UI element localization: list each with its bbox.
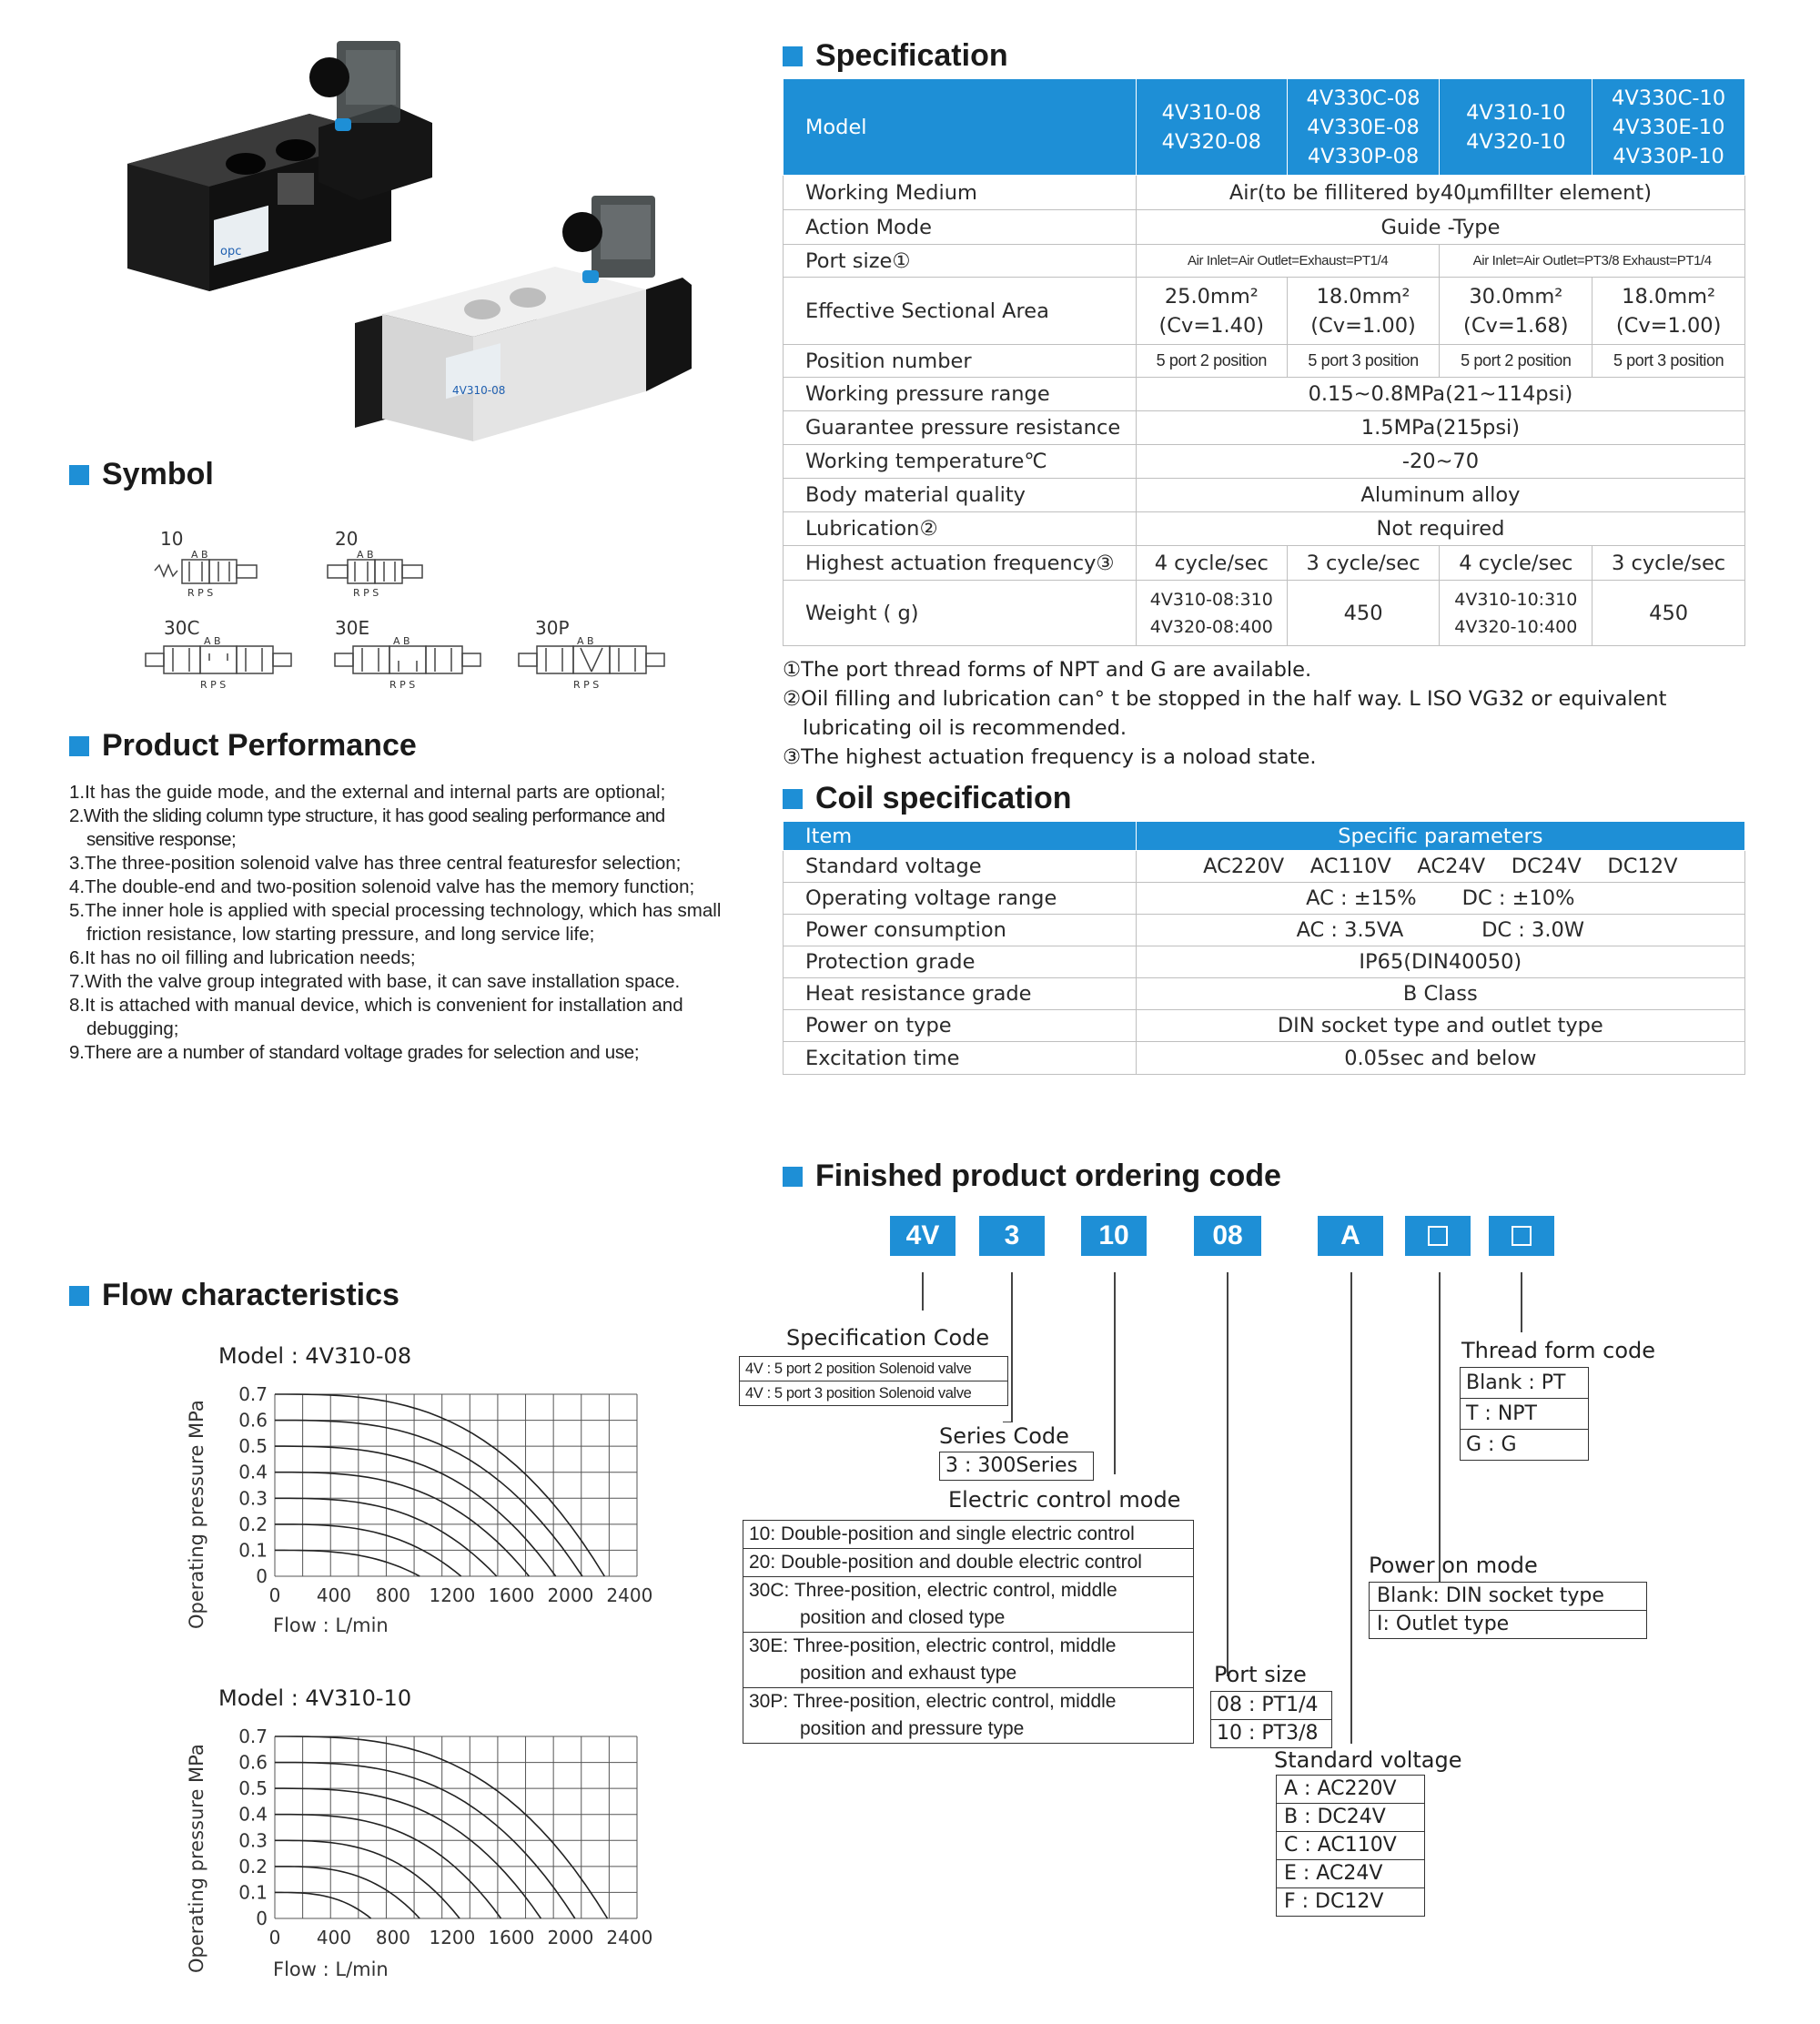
series-code-box: [939, 1452, 1094, 1481]
area-value: 25.0mm²: [1164, 284, 1259, 309]
pressure-curve: [275, 1892, 371, 1918]
coil-header-params: Specific parameters: [1136, 822, 1744, 851]
list-item: 8.It is attached with manual device, which is convenient for installation and debugging;: [69, 995, 683, 1039]
thread-title: Thread form code: [1461, 1338, 1656, 1363]
series-code-title: Series Code: [939, 1423, 1069, 1449]
connector-line: [1114, 1272, 1116, 1474]
spec-row-value: Air Inlet=Air Outlet=PT3/8 Exhaust=PT1/4: [1440, 245, 1745, 278]
flow-chart-2: [218, 1725, 655, 1953]
list-item: 9.There are a number of standard voltage grades for selection and use;: [69, 1042, 640, 1063]
y-tick-label: 0.7: [238, 1725, 268, 1747]
symbol-10-bottom: R P S: [187, 587, 214, 598]
list-item: 08 : PT1/4: [1211, 1692, 1331, 1720]
code-thread: [1489, 1216, 1554, 1256]
blank-square-icon: [1512, 1226, 1532, 1246]
coil-row-label: Heat resistance grade: [784, 978, 1137, 1010]
y-tick-label: 0: [256, 1908, 268, 1929]
spec-row-label: Working temperature℃: [784, 445, 1137, 479]
thread-box: [1460, 1367, 1589, 1461]
coil-table: [783, 821, 1745, 1075]
frequency-value: 3 cycle/sec: [1287, 546, 1440, 581]
symbol-label-30c: 30C: [164, 617, 200, 639]
frequency-value: 3 cycle/sec: [1592, 546, 1745, 581]
y-tick-label: 0.4: [238, 1461, 268, 1483]
list-item: 5.The inner hole is applied with special processing technology, which has small friction resistance, low starting pressure, and long service life;: [69, 900, 722, 945]
spec-model-label: Model: [784, 79, 1137, 176]
weight-value: 450: [1592, 581, 1745, 646]
symbol-20-ports: A B: [357, 551, 374, 561]
model-cell: 4V330E-10: [1612, 115, 1725, 139]
spec-code-box: [739, 1356, 1008, 1406]
model-cell: 4V330P-10: [1613, 144, 1724, 168]
power-mode-title: Power on mode: [1369, 1553, 1538, 1578]
code-port: 08: [1194, 1216, 1261, 1256]
list-item: Blank: DIN socket type: [1370, 1583, 1646, 1611]
list-item: C : AC110V: [1277, 1832, 1424, 1860]
list-item-text: 30P: Three-position, electric control, middle: [749, 1691, 1117, 1712]
coil-heading: Coil specification: [783, 781, 1072, 816]
model-label: 4V310-08: [452, 384, 506, 397]
symbol-label-30p: 30P: [535, 617, 570, 639]
symbol-30p-bottom: R P S: [573, 679, 600, 691]
list-item: B : DC24V: [1277, 1804, 1424, 1832]
heading-square-icon: [69, 1286, 89, 1306]
area-value: (Cv=1.68): [1463, 313, 1569, 338]
list-item: 3.The three-position solenoid valve has three central featuresfor selection;: [69, 853, 682, 874]
flow-heading: Flow characteristics: [69, 1278, 399, 1313]
coil-row-label: Power consumption: [784, 915, 1137, 946]
coil-row-label: Excitation time: [784, 1042, 1137, 1075]
y-tick-label: 0.2: [238, 1513, 268, 1535]
list-item: [743, 1549, 1193, 1577]
list-item: 6.It has no oil filling and lubrication needs;: [69, 947, 416, 968]
spec-row-label: Body material quality: [784, 479, 1137, 512]
list-item: 2.With the sliding column type structure, it has good sealing performance and sensitive response;: [69, 805, 665, 850]
model-cell: 4V330C-10: [1612, 86, 1726, 110]
x-tick-label: 1200: [429, 1584, 476, 1606]
electric-mode-box: [743, 1520, 1194, 1744]
spec-row-label: Lubrication②: [784, 512, 1137, 546]
coil-row-label: Protection grade: [784, 946, 1137, 978]
spec-row-label: Guarantee pressure resistance: [784, 411, 1137, 445]
y-tick-label: 0.2: [238, 1855, 268, 1877]
model-cell: 4V320-08: [1161, 129, 1261, 154]
connector-line: [1350, 1272, 1352, 1744]
spec-row-value: Aluminum alloy: [1136, 479, 1744, 512]
symbol-30c-bottom: R P S: [200, 679, 227, 691]
x-tick-label: 1600: [488, 1584, 535, 1606]
symbol-heading: Symbol: [69, 457, 214, 492]
y-tick-label: 0.1: [238, 1539, 268, 1562]
model-cell: 4V330E-08: [1307, 115, 1420, 139]
spec-row-label: Port size①: [784, 245, 1137, 278]
brand-label: opc: [220, 245, 242, 258]
heading-square-icon: [783, 789, 803, 809]
blank-square-icon: [1428, 1226, 1448, 1246]
weight-value: 4V310-10:310: [1454, 589, 1578, 610]
list-item: I: Outlet type: [1377, 1613, 1510, 1635]
list-item: F : DC12V: [1284, 1890, 1384, 1913]
connector-line: [1011, 1272, 1013, 1422]
position-value: 5 port 2 position: [1440, 345, 1592, 378]
y-tick-label: 0.3: [238, 1829, 268, 1852]
list-item: Blank : PT: [1461, 1368, 1588, 1399]
list-item: [743, 1521, 1193, 1549]
spec-row-value: -20~70: [1136, 445, 1744, 479]
chart2-title: Model : 4V310-10: [218, 1685, 412, 1711]
x-tick-label: 2400: [606, 1584, 653, 1606]
symbol-30c-ports: A B: [204, 637, 221, 647]
spec-row-value: 0.15~0.8MPa(21~114psi): [1136, 378, 1744, 411]
specification-heading: Specification: [783, 38, 1008, 74]
coil-row-value: 0.05sec and below: [1136, 1042, 1744, 1075]
x-tick-label: 1200: [429, 1927, 476, 1948]
pressure-curve: [275, 1788, 541, 1918]
symbol-30e-ports: A B: [393, 637, 410, 647]
pressure-curve: [275, 1446, 556, 1576]
model-cell: 4V330C-08: [1306, 86, 1421, 110]
spec-row-value: Air(to be fillitered by40μmfillter element): [1136, 176, 1744, 210]
x-tick-label: 2000: [547, 1584, 594, 1606]
list-item-text: position and closed type: [800, 1607, 1006, 1628]
voltage-title: Standard voltage: [1274, 1747, 1462, 1773]
list-item: T : NPT: [1461, 1399, 1588, 1430]
model-cell: 4V310-08: [1161, 100, 1261, 125]
spec-notes: [783, 655, 1756, 772]
symbol-30e-diagram: [333, 637, 488, 692]
coil-row-label: Operating voltage range: [784, 883, 1137, 915]
spec-row-label: Weight ( g): [784, 581, 1137, 646]
note-3: ③The highest actuation frequency is a noload state.: [783, 745, 1317, 769]
coil-row-value: IP65(DIN40050): [1136, 946, 1744, 978]
code-power-mode: [1405, 1216, 1471, 1256]
symbol-10-diagram: [153, 551, 262, 598]
list-item: 4V : 5 port 2 position Solenoid valve: [740, 1357, 1007, 1381]
symbol-30e-bottom: R P S: [389, 679, 416, 691]
heading-square-icon: [783, 1167, 803, 1187]
symbol-30c-diagram: [144, 637, 298, 692]
spec-code-title: Specification Code: [786, 1325, 990, 1351]
coil-row-value: B Class: [1136, 978, 1744, 1010]
area-value: (Cv=1.40): [1158, 313, 1265, 338]
list-item: 4V : 5 port 3 position Solenoid valve: [745, 1385, 972, 1402]
port-size-box: [1210, 1691, 1332, 1748]
valve-image-white: [355, 187, 710, 450]
coil-row-value: AC : 3.5VA DC : 3.0W: [1136, 915, 1744, 946]
flow-chart-1: [218, 1383, 655, 1611]
coil-row-label: Standard voltage: [784, 851, 1137, 883]
spec-row-label: Effective Sectional Area: [784, 278, 1137, 345]
spec-row-label: Working pressure range: [784, 378, 1137, 411]
x-tick-label: 0: [268, 1584, 281, 1606]
area-value: (Cv=1.00): [1615, 313, 1722, 338]
list-item: [743, 1688, 1193, 1743]
list-item: [743, 1577, 1193, 1633]
chart1-xlabel: Flow : L/min: [273, 1614, 389, 1636]
performance-heading: Product Performance: [69, 728, 417, 764]
list-item: 3 : 300Series: [945, 1454, 1078, 1477]
code-series: 3: [979, 1216, 1045, 1256]
list-item-text: 10: Double-position and single electric control: [749, 1523, 1135, 1544]
code-series-prefix: 4V: [890, 1216, 956, 1256]
model-cell: 4V320-10: [1466, 129, 1566, 154]
list-item: A : AC220V: [1277, 1776, 1424, 1804]
coil-row-value: DIN socket type and outlet type: [1136, 1010, 1744, 1042]
chart1-ylabel: Operating pressure MPa: [186, 1400, 207, 1629]
ordering-heading: Finished product ordering code: [783, 1159, 1281, 1194]
spec-row-value: Guide -Type: [1136, 210, 1744, 245]
symbol-20-diagram: [326, 551, 444, 598]
weight-value: 4V320-08:400: [1149, 616, 1273, 637]
frequency-value: 4 cycle/sec: [1136, 546, 1287, 581]
pressure-curve: [275, 1498, 497, 1576]
symbol-label-30e: 30E: [335, 617, 370, 639]
list-item-text: 20: Double-position and double electric control: [749, 1552, 1142, 1573]
spec-row-value: Air Inlet=Air Outlet=Exhaust=PT1/4: [1136, 245, 1440, 278]
y-tick-label: 0.6: [238, 1751, 268, 1774]
code-voltage: A: [1318, 1216, 1383, 1256]
symbol-10-ports: A B: [191, 551, 208, 561]
position-value: 5 port 2 position: [1136, 345, 1287, 378]
area-value: (Cv=1.00): [1310, 313, 1416, 338]
x-tick-label: 1600: [488, 1927, 535, 1948]
performance-list: [69, 781, 724, 1065]
list-item: 10 : PT3/8: [1217, 1722, 1319, 1745]
area-value: 18.0mm²: [1622, 284, 1716, 309]
y-tick-label: 0.4: [238, 1803, 268, 1826]
list-item-text: 30E: Three-position, electric control, middle: [749, 1635, 1117, 1656]
weight-value: 4V310-08:310: [1149, 589, 1273, 610]
list-item: E : AC24V: [1277, 1860, 1424, 1888]
symbol-20-bottom: R P S: [353, 587, 379, 598]
x-tick-label: 400: [316, 1927, 352, 1948]
frequency-value: 4 cycle/sec: [1440, 546, 1592, 581]
chart1-title: Model : 4V310-08: [218, 1343, 412, 1369]
y-tick-label: 0.5: [238, 1777, 268, 1800]
specification-table: [783, 78, 1745, 646]
heading-square-icon: [69, 736, 89, 756]
position-value: 5 port 3 position: [1287, 345, 1440, 378]
list-item: G : G: [1466, 1433, 1517, 1456]
connector-line: [1439, 1272, 1441, 1582]
model-cell: 4V330P-08: [1307, 144, 1420, 168]
model-cell: 4V310-10: [1466, 100, 1566, 125]
voltage-box: [1276, 1775, 1425, 1917]
symbol-label-10: 10: [160, 528, 184, 550]
x-tick-label: 800: [375, 1584, 411, 1606]
symbol-30p-diagram: [517, 637, 672, 692]
connector-line: [922, 1272, 924, 1311]
spec-row-label: Highest actuation frequency③: [784, 546, 1137, 581]
weight-value: 4V320-10:400: [1454, 616, 1578, 637]
y-tick-label: 0.7: [238, 1383, 268, 1405]
spec-row-value: Not required: [1136, 512, 1744, 546]
y-tick-label: 0: [256, 1565, 268, 1587]
spec-row-label: Working Medium: [784, 176, 1137, 210]
note-1: ①The port thread forms of NPT and G are available.: [783, 658, 1312, 682]
coil-row-value: AC : ±15% DC : ±10%: [1136, 883, 1744, 915]
y-tick-label: 0.6: [238, 1409, 268, 1432]
x-tick-label: 800: [375, 1927, 411, 1948]
x-tick-label: 0: [268, 1927, 281, 1948]
x-tick-label: 2400: [606, 1927, 653, 1948]
list-item: [743, 1633, 1193, 1688]
note-2: ②Oil filling and lubrication can° t be stopped in the half way. L ISO VG32 or equivalent lubricating oil is recommended.: [783, 687, 1667, 740]
symbol-label-20: 20: [335, 528, 359, 550]
power-mode-box: [1369, 1582, 1647, 1639]
list-item: 1.It has the guide mode, and the external and internal parts are optional;: [69, 782, 666, 803]
connector-line: [1521, 1272, 1522, 1332]
coil-row-value: AC220V AC110V AC24V DC24V DC12V: [1136, 851, 1744, 883]
x-tick-label: 400: [316, 1584, 352, 1606]
chart2-xlabel: Flow : L/min: [273, 1958, 389, 1980]
list-item: 7.With the valve group integrated with base, it can save installation space.: [69, 971, 681, 992]
symbol-30p-ports: A B: [577, 637, 594, 647]
list-item: 4.The double-end and two-position solenoid valve has the memory function;: [69, 876, 695, 897]
pressure-curve: [275, 1550, 420, 1576]
heading-square-icon: [783, 46, 803, 66]
y-tick-label: 0.5: [238, 1435, 268, 1458]
electric-mode-title: Electric control mode: [948, 1487, 1181, 1513]
position-value: 5 port 3 position: [1592, 345, 1745, 378]
heading-square-icon: [69, 465, 89, 485]
port-size-title: Port size: [1214, 1662, 1307, 1687]
weight-value: 450: [1287, 581, 1440, 646]
coil-row-label: Power on type: [784, 1010, 1137, 1042]
connector-line: [1227, 1272, 1228, 1676]
list-item-text: 30C: Three-position, electric control, middle: [749, 1580, 1117, 1601]
spec-row-label: Position number: [784, 345, 1137, 378]
y-tick-label: 0.3: [238, 1487, 268, 1510]
list-item-text: position and exhaust type: [800, 1663, 1017, 1684]
spec-row-label: Action Mode: [784, 210, 1137, 245]
y-tick-label: 0.1: [238, 1881, 268, 1904]
area-value: 18.0mm²: [1316, 284, 1410, 309]
list-item-text: position and pressure type: [800, 1718, 1025, 1739]
spec-row-value: 1.5MPa(215psi): [1136, 411, 1744, 445]
x-tick-label: 2000: [547, 1927, 594, 1948]
chart2-ylabel: Operating pressure MPa: [186, 1744, 207, 1973]
area-value: 30.0mm²: [1469, 284, 1563, 309]
coil-header-item: Item: [784, 822, 1137, 851]
code-control: 10: [1081, 1216, 1147, 1256]
